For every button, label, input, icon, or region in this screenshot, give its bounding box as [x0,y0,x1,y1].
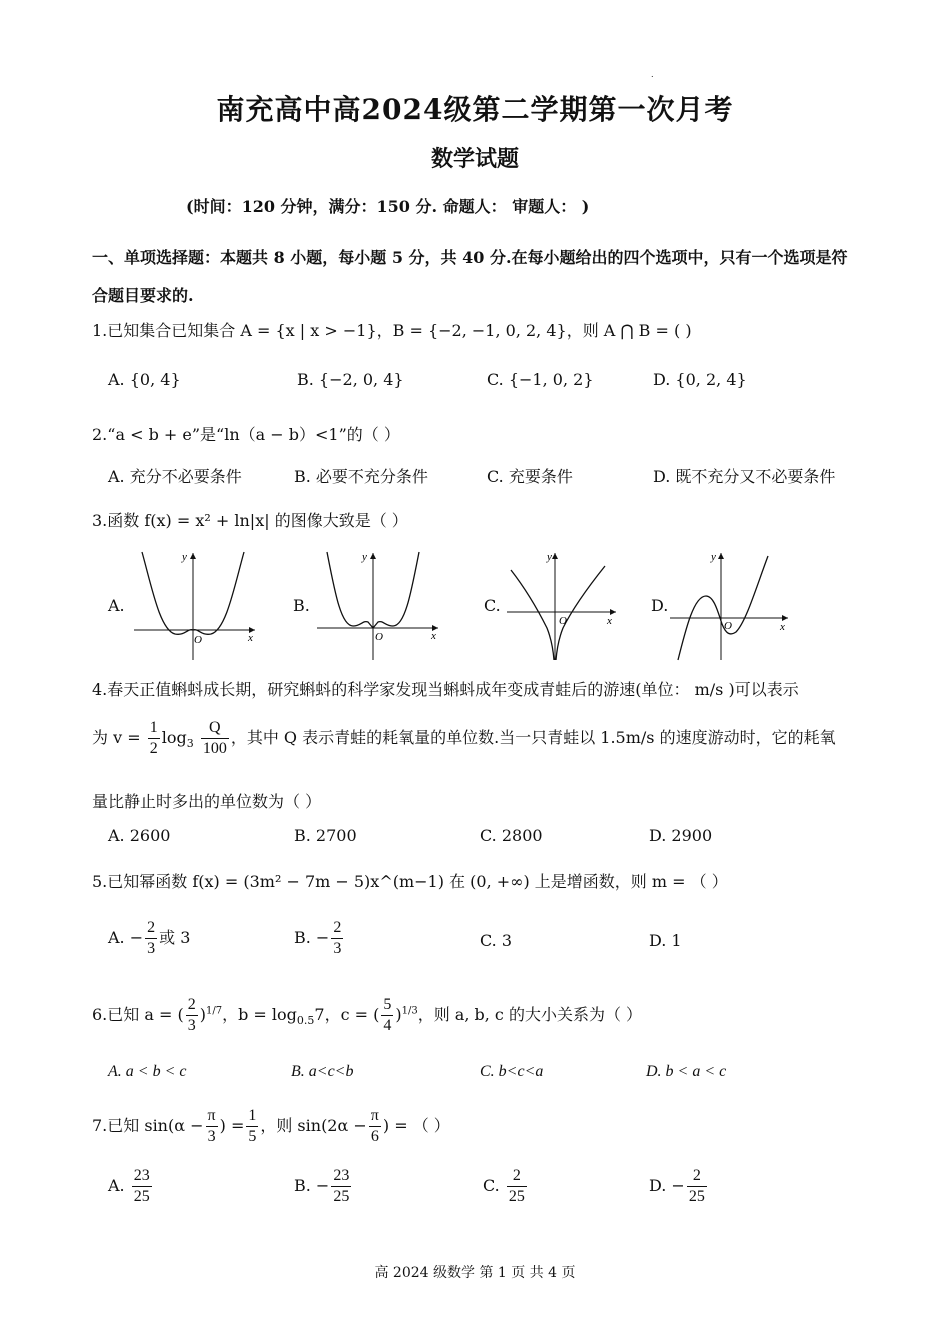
question-7-b-pre: B. − [294,1176,330,1195]
question-4-q-den: 100 [202,740,227,757]
question-7-c-den: 25 [508,1188,525,1205]
question-7-d-den: 25 [688,1188,705,1205]
question-1-option-c: C. {−1, 0, 2} [487,370,594,389]
question-5-a-num: 2 [145,918,157,939]
question-7-option-a [108,1166,154,1207]
exam-info: (时间：120 分钟，满分：150 分. 命题人： 审题人： ) [186,197,590,216]
graph-d-origin: O [724,620,732,632]
question-6-mid2: 7，c = ( [314,1005,380,1024]
question-7-c-num: 2 [507,1166,527,1187]
question-2-option-b: B. 必要不充分条件 [294,467,428,486]
question-6-c-frac [381,995,393,1036]
graph-c-y-label: y [547,551,552,563]
question-6-a-den: 3 [187,1017,196,1034]
exam-subtitle: 数学试题 [430,146,519,172]
question-7-option-d [649,1166,709,1207]
graph-b-x-label: x [431,630,436,642]
question-7-pi-2: π [369,1106,381,1127]
question-1-stem: 1.已知集合已知集合 A = {x | x > −1}，B = {−2, −1, 0, 2, 4}，则 A ⋂ B = ( ) [92,321,692,340]
question-5-a-pre: A. − [108,928,144,947]
question-5-a-den: 3 [147,940,156,957]
question-4-q-num: Q [201,718,229,739]
question-7-b-num: 23 [331,1166,351,1187]
graph-d [666,548,796,663]
question-7-frac-2 [369,1106,381,1147]
question-4-line3: 量比静止时多出的单位数为（ ） [92,792,322,811]
question-5-a-frac [145,918,157,959]
question-7-a-pre: A. [108,1176,125,1195]
question-4-fraction-q [201,718,229,759]
question-4-line2 [92,718,836,759]
graph-a-origin: O [194,634,202,646]
question-4-half-num: 1 [148,718,160,739]
question-6-mid: ，b = log [222,1005,297,1024]
question-7-a-frac [132,1166,152,1207]
question-5-b-frac [331,918,343,959]
question-7-b-frac [331,1166,351,1207]
question-4-line2-post: ，其中 Q 表示青蛙的耗氧量的单位数.当一只青蛙以 1.5m/s 的速度游动时，它的耗氧 [230,728,836,747]
question-5-option-c: C. 3 [480,931,513,950]
graph-b-origin: O [375,631,383,643]
question-7-option-c [483,1166,529,1207]
question-7-pre: 7.已知 sin(α − [92,1116,204,1135]
question-2-option-c: C. 充要条件 [487,467,573,486]
question-4-option-d: D. 2900 [649,826,713,845]
question-7-den-1: 3 [207,1128,216,1145]
question-5-b-pre: B. − [294,928,330,947]
graph-c-x-label: x [607,615,612,627]
question-7-value-num: 1 [246,1106,258,1127]
question-2-option-d: D. 既不充分又不必要条件 [653,467,836,486]
question-6-c-num: 5 [381,995,393,1016]
question-4-line1: 4.春天正值蝌蚪成长期，研究蝌蚪的科学家发现当蝌蚪成年变成青蛙后的游速(单位： m/s )可以表示 [92,680,799,699]
question-7-b-den: 25 [333,1188,350,1205]
graph-a-y-label: y [182,551,187,563]
question-6-option-c: C. b<c<a [480,1063,544,1080]
question-7-post: ) = （ ） [382,1116,450,1135]
question-1-option-d: D. {0, 2, 4} [653,370,747,389]
question-3-stem: 3.函数 f(x) = x² + ln|x| 的图像大致是（ ） [92,511,408,530]
question-6-option-a: A. a < b < c [108,1063,187,1080]
graph-a-x-label: x [248,632,253,644]
question-7-d-pre: D. − [649,1176,685,1195]
question-7-d-num: 2 [687,1166,707,1187]
question-7-den-2: 6 [370,1128,379,1145]
question-7-pi-1: π [206,1106,218,1127]
graph-b-y-label: y [362,551,367,563]
question-6-a-num: 2 [186,995,198,1016]
question-4-half-den: 2 [149,740,158,757]
question-4-line2-pre: 为 v = [92,728,141,747]
question-7-value-frac [246,1106,258,1147]
question-3-option-d: D. [651,596,669,615]
question-5-a-post: 或 3 [159,928,191,947]
graph-d-x-label: x [780,621,785,633]
question-6-a-frac [186,995,198,1036]
question-3-option-c: C. [484,596,501,615]
question-7-mid2: ，则 sin(2α − [260,1116,367,1135]
question-5-b-num: 2 [331,918,343,939]
question-7-c-frac [507,1166,527,1207]
question-4-fraction-half [148,718,160,759]
question-4-option-c: C. 2800 [480,826,543,845]
question-2-option-a: A. 充分不必要条件 [108,467,242,486]
question-6-c-exp: 1/3 [401,1005,418,1017]
question-3-option-b: B. [293,596,310,615]
graph-b [313,548,443,663]
question-7-c-pre: C. [483,1176,500,1195]
question-7-frac-1 [206,1106,218,1147]
question-5-b-den: 3 [333,940,342,957]
question-1-option-a: A. {0, 4} [108,370,181,389]
question-7-stem [92,1106,450,1147]
question-7-value-den: 5 [248,1128,257,1145]
question-4-log-base: 3 [186,737,194,751]
question-5-stem: 5.已知幂函数 f(x) = (3m² − 7m − 5)x^(m−1) 在 (0, +∞) 上是增函数，则 m = （ ） [92,872,728,891]
graph-c [503,548,623,663]
question-2-stem: 2.“a < b + e”是“ln（a − b）<1”的（ ） [92,425,400,444]
question-6-option-b: B. a<c<b [291,1063,354,1080]
question-4-option-b: B. 2700 [294,826,357,845]
question-6-c-den: 4 [383,1017,392,1034]
question-6-log-base: 0.5 [296,1014,315,1028]
question-5-option-a [108,918,190,959]
question-7-mid: ) = [219,1116,245,1135]
question-6-post: ，则 a, b, c 的大小关系为（ ） [417,1005,643,1024]
question-7-option-b [294,1166,353,1207]
question-7-a-num: 23 [132,1166,152,1187]
question-5-option-d: D. 1 [649,931,682,950]
question-4-option-a: A. 2600 [108,826,171,845]
question-6-pre: 6.已知 a = ( [92,1005,184,1024]
question-7-a-den: 25 [133,1188,150,1205]
section-heading: 一、单项选择题：本题共 8 小题，每小题 5 分，共 40 分.在每小题给出的四个选项中，只有一个选项是符合题目要求的. [92,248,848,305]
page-footer: 高 2024 级数学 第 1 页 共 4 页 [374,1265,576,1281]
question-1-option-b: B. {−2, 0, 4} [297,370,404,389]
stray-dot: . [651,70,654,79]
question-6-a-exp: 1/7 [205,1005,223,1017]
question-5-option-b [294,918,345,959]
graph-d-y-label: y [711,551,716,563]
question-3-option-a: A. [108,596,125,615]
question-4-log: log [161,728,187,747]
graph-a [130,548,260,663]
graph-c-origin: O [559,615,567,627]
question-7-d-frac [687,1166,707,1207]
question-6-option-d: D. b < a < c [646,1063,727,1080]
question-6-stem: 6.已知 a = ( $\frac{2}{3}$ )$^{1/7}$，$b = \log_{0.5}7$，c = ( $\frac{5}{4}$ )$^{1/3}$，则 a, b, c 的大小关系为（ ） [92,996,643,1034]
exam-title: 南充高中高2024级第二学期第一次月考 [216,93,734,126]
